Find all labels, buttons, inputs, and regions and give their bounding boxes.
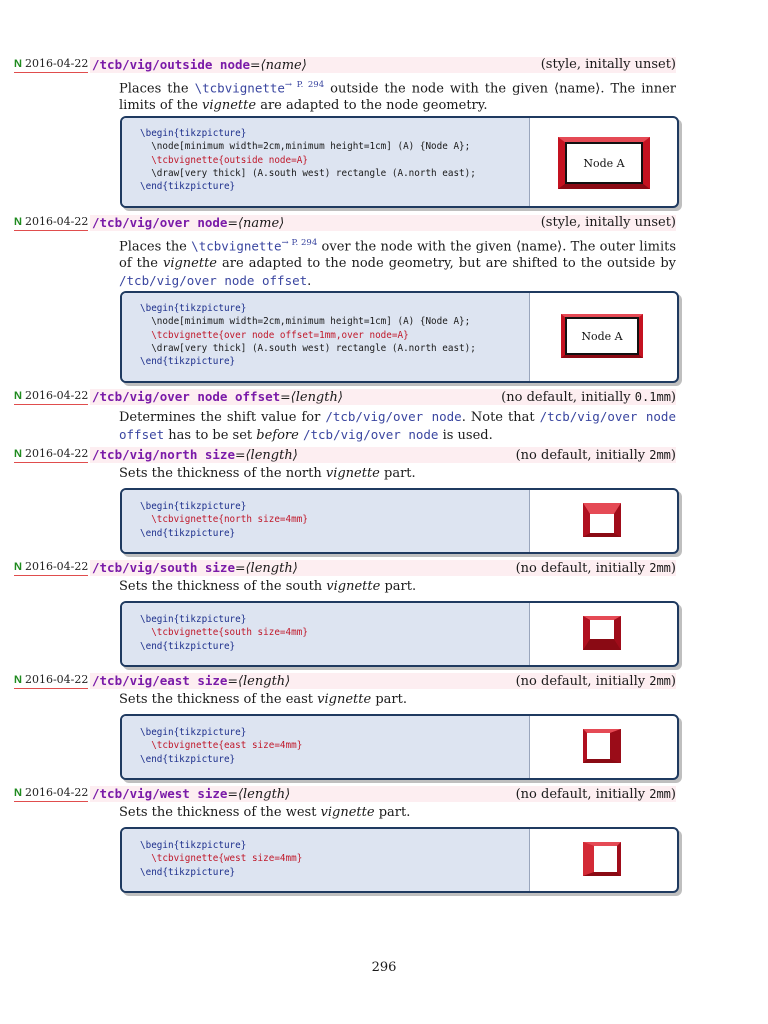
- link-over-node[interactable]: /tcb/vig/over node: [325, 409, 462, 424]
- code-listing: \begin{tikzpicture} \tcbvignette{east size=4mm} \end{tikzpicture}: [122, 716, 530, 778]
- key-default: (style, initally unset): [540, 57, 676, 72]
- example-box-east-size: [120, 714, 679, 780]
- link-over-node-offset[interactable]: /tcb/vig/over node offset: [119, 273, 308, 289]
- code-listing: \begin{tikzpicture} \node[minimum width=2cm,minimum height=1cm] (A) {Node A}; \tcbvignette{over node offset=1mm,over node=A} \draw[very thick] (A.south west) rectangle (A.north east); \end{tikzpicture}: [122, 293, 530, 381]
- description-east-size: Sets the thickness of the east vignette part.: [119, 692, 407, 707]
- vignette-north-figure: [583, 503, 621, 537]
- key-default: (no default, initially 0.1mm): [501, 390, 676, 405]
- description-outside-node: Places the \tcbvignette$^{\to P. 294}$ outside the node with the given ⟨name⟩. The inner limits of the vignette are adapted to the node geometry.: [119, 80, 677, 114]
- key-default: (no default, initially 2mm): [515, 674, 676, 689]
- date-tag: N 2016-04-22: [14, 560, 88, 576]
- key-name: /tcb/vig/north size=⟨length⟩: [92, 447, 298, 463]
- code-listing: \begin{tikzpicture} \tcbvignette{south size=4mm} \end{tikzpicture}: [122, 603, 530, 665]
- vignette-west-figure: [583, 842, 621, 876]
- description-over-node: Places the \tcbvignette$^{\to P. 294}$ over the node with the given ⟨name⟩. The outer limits of the vignette are adapted to the node geometry, but are shifted to the outside by /tcb/vig/over node offset.: [119, 238, 676, 290]
- link-over-node-offset[interactable]: /tcb/vig/over node offset: [119, 409, 676, 442]
- node-label: Node A: [583, 157, 625, 170]
- description-north-size: Sets the thickness of the north vignette part.: [119, 466, 416, 481]
- key-default: (style, initally unset): [540, 215, 676, 230]
- example-box-over-node: [120, 291, 679, 383]
- date-tag: N 2016-04-22: [14, 215, 88, 231]
- link-tcbvignette[interactable]: \tcbvignette: [191, 238, 282, 254]
- vignette-over-node-figure: [561, 314, 643, 358]
- date-tag: N 2016-04-22: [14, 673, 88, 689]
- page-ref[interactable]: → P. 294: [281, 238, 318, 248]
- date-tag: N 2016-04-22: [14, 447, 88, 463]
- date-tag: N 2016-04-22: [14, 786, 88, 802]
- key-default: (no default, initially 2mm): [515, 561, 676, 576]
- example-box-north-size: [120, 488, 679, 554]
- code-listing: \begin{tikzpicture} \node[minimum width=2cm,minimum height=1cm] (A) {Node A}; \tcbvignette{outside node=A} \draw[very thick] (A.south west) rectangle (A.north east); \end{tikzpicture}: [122, 118, 530, 206]
- key-default: (no default, initially 2mm): [515, 448, 676, 463]
- example-box-south-size: [120, 601, 679, 667]
- code-listing: \begin{tikzpicture} \tcbvignette{north size=4mm} \end{tikzpicture}: [122, 490, 530, 552]
- key-default: (no default, initially 2mm): [515, 787, 676, 802]
- key-name: /tcb/vig/outside node=⟨name⟩: [92, 57, 307, 73]
- key-name: /tcb/vig/west size=⟨length⟩: [92, 786, 291, 802]
- example-box-west-size: [120, 827, 679, 893]
- description-south-size: Sets the thickness of the south vignette part.: [119, 579, 417, 594]
- key-name: /tcb/vig/over node=⟨name⟩: [92, 215, 285, 231]
- link-tcbvignette[interactable]: \tcbvignette: [194, 80, 285, 96]
- vignette-south-figure: [583, 616, 621, 650]
- vignette-east-figure: [583, 729, 621, 763]
- code-listing: \begin{tikzpicture} \tcbvignette{west size=4mm} \end{tikzpicture}: [122, 829, 530, 891]
- example-box-outside-node: [120, 116, 679, 208]
- description-over-node-offset: Determines the shift value for /tcb/vig/over node. Note that /tcb/vig/over node offset has to be set before /tcb/vig/over node is used.: [119, 409, 676, 443]
- key-name: /tcb/vig/over node offset=⟨length⟩: [92, 389, 343, 405]
- node-label: Node A: [581, 330, 623, 343]
- date-tag: N 2016-04-22: [14, 57, 88, 73]
- key-name: /tcb/vig/south size=⟨length⟩: [92, 560, 298, 576]
- key-name: /tcb/vig/east size=⟨length⟩: [92, 673, 291, 689]
- date-tag: N 2016-04-22: [14, 389, 88, 405]
- page-ref[interactable]: → P. 294: [284, 80, 325, 90]
- link-over-node[interactable]: /tcb/vig/over node: [302, 427, 439, 442]
- description-west-size: Sets the thickness of the west vignette part.: [119, 805, 411, 820]
- vignette-outside-node-figure: [558, 137, 650, 189]
- page-number: 296: [371, 960, 397, 975]
